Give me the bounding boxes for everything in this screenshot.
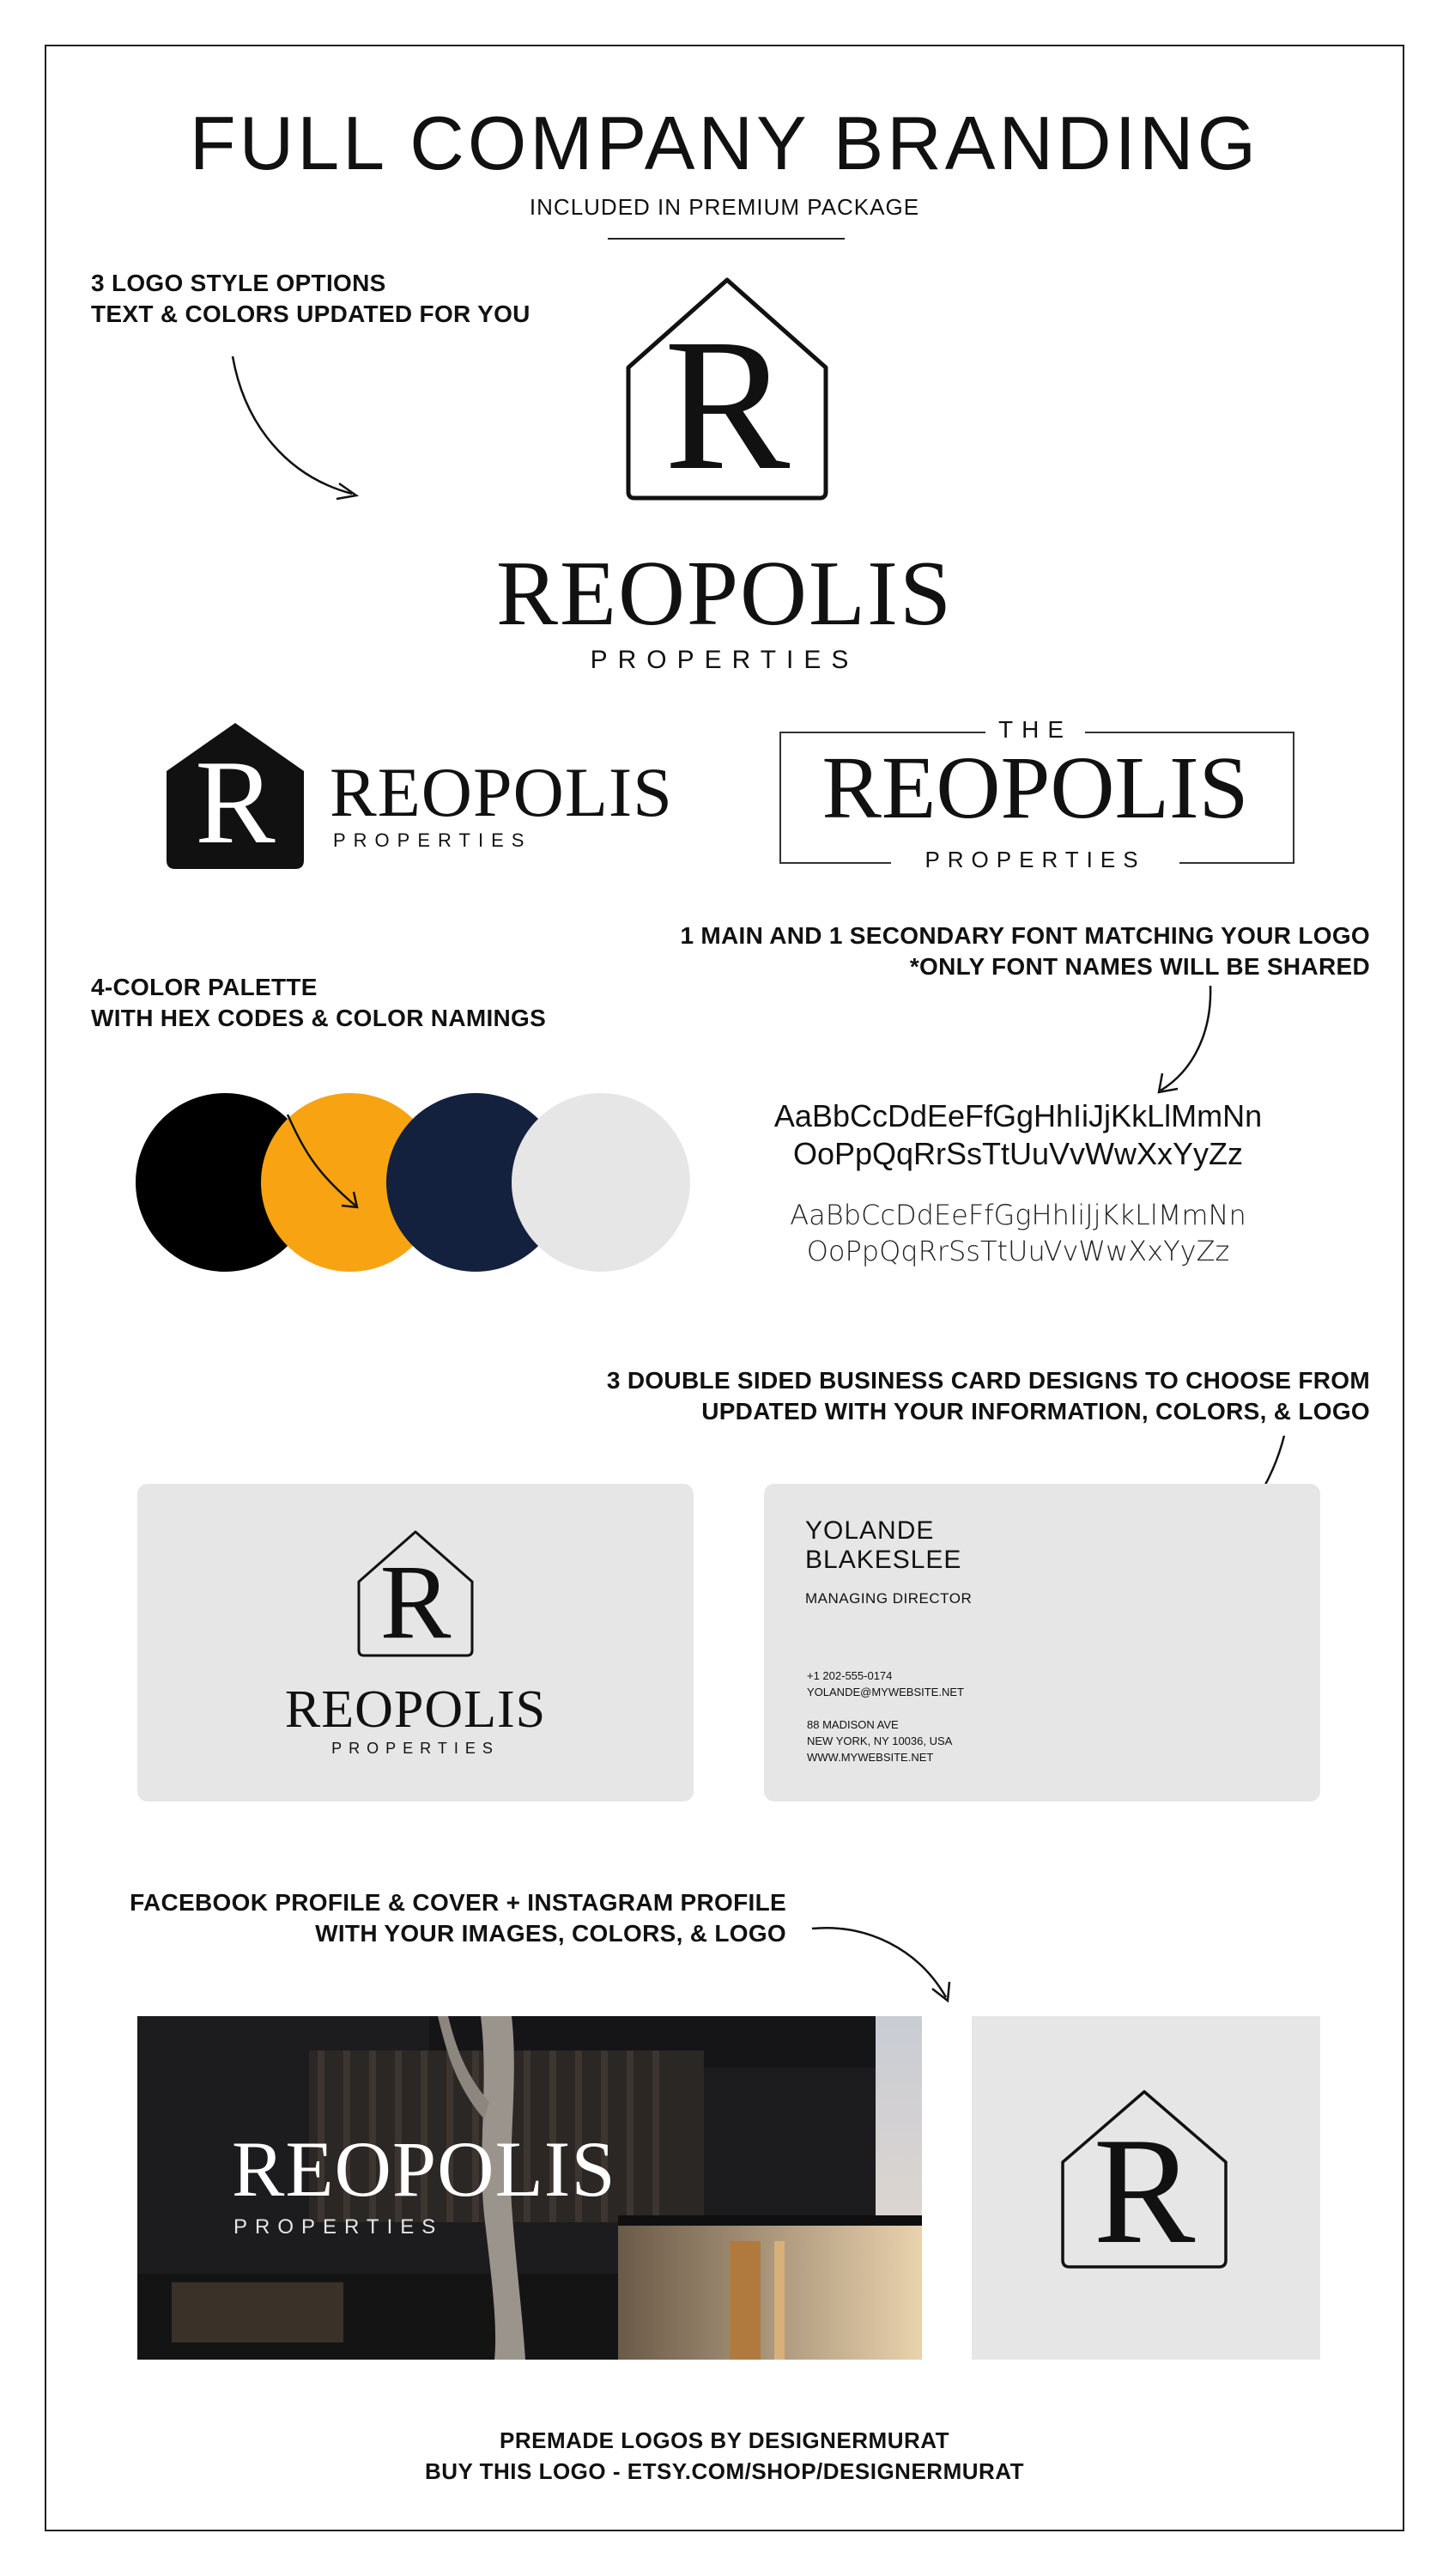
card-website: WWW.MYWEBSITE.NET (807, 1751, 934, 1764)
badge-tagline: PROPERTIES (333, 829, 532, 851)
card-monogram: R (379, 1543, 452, 1661)
cover-wordmark: REOPOLIS (232, 2125, 616, 2213)
palette-note-line1: 4-COLOR PALETTE (91, 974, 318, 1000)
badge-monogram: R (195, 736, 276, 869)
logo-options-note (91, 268, 530, 330)
framed-logo-tagline: PROPERTIES (891, 847, 1179, 873)
card-wordmark: REOPOLIS (284, 1680, 547, 1739)
card-last-name: BLAKESLEE (805, 1546, 962, 1574)
color-palette (129, 1084, 712, 1281)
card-contact-details (807, 1668, 964, 1765)
card-contact-name (805, 1516, 961, 1575)
card-role: MANAGING DIRECTOR (805, 1590, 973, 1607)
social-note (69, 1887, 786, 1949)
font-note (515, 920, 1370, 982)
page-subtitle: INCLUDED IN PREMIUM PACKAGE (529, 194, 920, 220)
logo-note-line1: 3 LOGO STYLE OPTIONS (91, 270, 386, 296)
social-note-line1: FACEBOOK PROFILE & COVER + INSTAGRAM PROFILE (130, 1889, 786, 1916)
logo-note-line2: TEXT & COLORS UPDATED FOR YOU (91, 301, 530, 327)
font-note-arrow-icon (1150, 981, 1219, 1101)
palette-note-line2: WITH HEX CODES & COLOR NAMINGS (91, 1005, 547, 1031)
card-email: YOLANDE@MYWEBSITE.NET (807, 1686, 964, 1698)
social-note-arrow-icon (807, 1915, 961, 2009)
card-first-name: YOLANDE (805, 1516, 935, 1545)
main-font-line1: AaBbCcDdEeFfGgHhIiJjKkLlMmNn (773, 1098, 1263, 1133)
footer-line2: BUY THIS LOGO - ETSY.COM/SHOP/DESIGNERMURAT (424, 2458, 1025, 2484)
logo-tagline: PROPERTIES (590, 646, 859, 674)
framed-logo-wordmark: REOPOLIS (822, 738, 1249, 837)
facebook-cover (137, 2016, 922, 2360)
card-tagline: PROPERTIES (331, 1740, 500, 1757)
font-note-line2: *ONLY FONT NAMES WILL BE SHARED (909, 953, 1370, 980)
social-note-line2: WITH YOUR IMAGES, COLORS, & LOGO (315, 1920, 786, 1947)
main-font-line2: OoPpQqRrSsTtUuVvWwXxYyZz (792, 1136, 1244, 1171)
cover-tagline: PROPERTIES (233, 2215, 444, 2239)
palette-note (91, 972, 546, 1034)
page-title: FULL COMPANY BRANDING (189, 100, 1260, 185)
logo-note-arrow-icon (219, 348, 373, 507)
font-note-line1: 1 MAIN AND 1 SECONDARY FONT MATCHING YOUR LOGO (680, 922, 1370, 949)
card-address-line1: 88 MADISON AVE (807, 1718, 899, 1731)
footer-line1: PREMADE LOGOS BY DESIGNERMURAT (500, 2427, 949, 2453)
logo-monogram: R (664, 300, 791, 509)
card-phone: +1 202-555-0174 (807, 1669, 893, 1682)
logo-wordmark: REOPOLIS (495, 543, 954, 645)
framed-logo-the: THE (985, 716, 1085, 744)
secondary-font-line2: OoPpQqRrSsTtUuVvWwXxYyZz (806, 1235, 1230, 1267)
profile-monogram: R (1093, 2105, 1196, 2275)
footer (0, 2425, 1449, 2487)
cards-note-line1: 3 DOUBLE SIDED BUSINESS CARD DESIGNS TO CHOOSE FROM (606, 1367, 1370, 1394)
cards-note-line2: UPDATED WITH YOUR INFORMATION, COLORS, & LOGO (701, 1398, 1370, 1425)
title-divider (608, 238, 845, 240)
card-address-line2: NEW YORK, NY 10036, USA (807, 1735, 953, 1747)
palette-swatch-4 (512, 1093, 690, 1272)
cards-note (429, 1365, 1370, 1427)
badge-wordmark: REOPOLIS (330, 753, 673, 831)
secondary-font-line1: AaBbCcDdEeFfGgHhIiJjKkLlMmNn (790, 1199, 1246, 1231)
